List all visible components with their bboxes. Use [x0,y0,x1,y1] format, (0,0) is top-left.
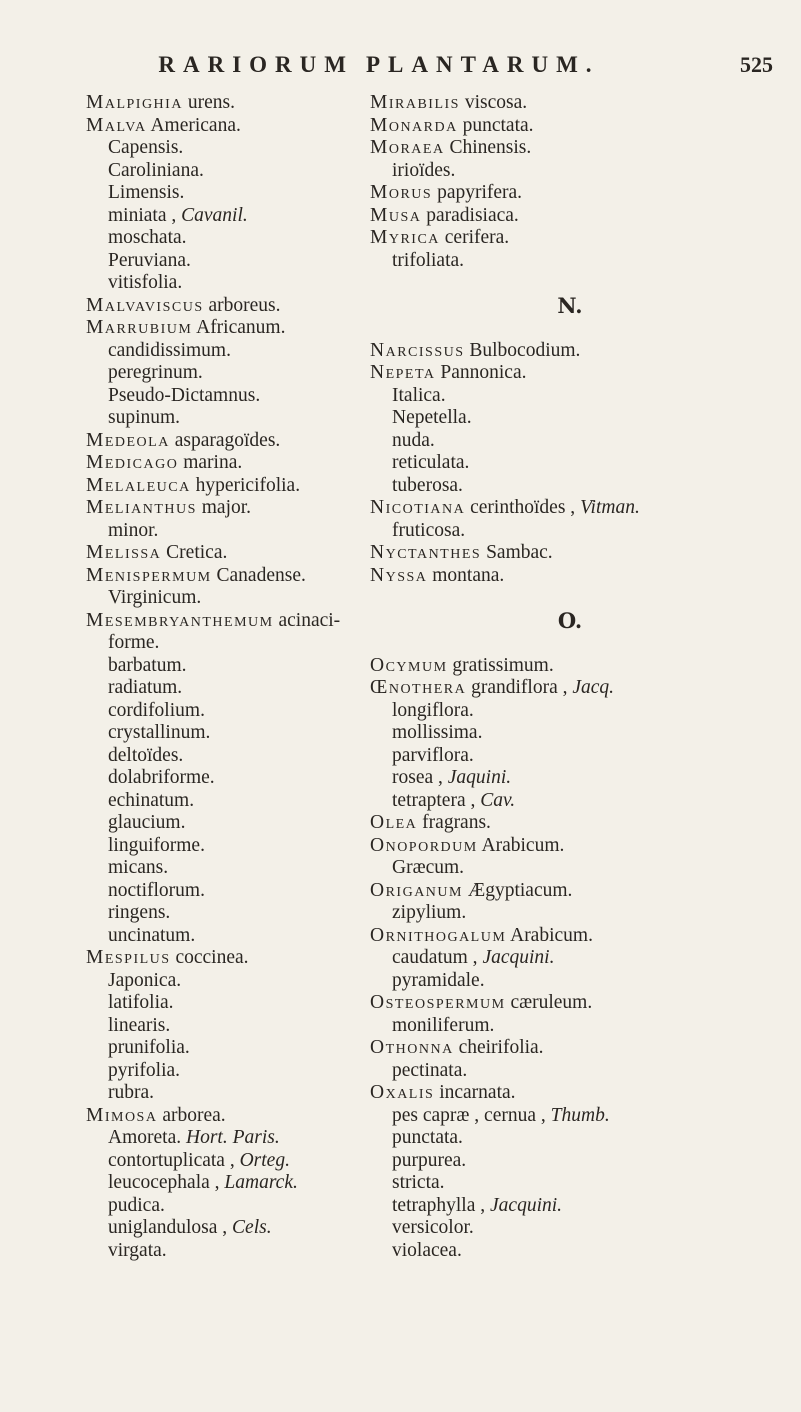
genus-name: Narcissus [370,339,465,361]
species-name: cordifolium. [108,699,205,721]
species-entry [370,1127,770,1150]
genus-entry [370,115,770,138]
author-citation: Orteg. [239,1149,290,1171]
genus-name: Othonna [370,1037,454,1058]
species-name: trifoliata. [392,249,465,271]
species-entry [370,745,770,768]
species-name: hypericifolia. [195,474,301,496]
genus-entry [86,115,376,138]
genus-name: Menispermum [86,564,212,586]
species-entry [370,902,770,925]
author-citation: Jaquini. [447,767,512,788]
species-entry [370,1060,770,1083]
running-head-left: RARIORUM [158,52,354,77]
species-name: Amoreta. [108,1127,182,1148]
species-name: gratissimum. [452,654,554,676]
species-name: punctata. [392,1127,463,1148]
species-name: contortuplicata , [108,1149,235,1171]
species-name: punctata. [462,114,534,136]
species-name: Græcum. [392,857,465,878]
species-name: cheirifolia. [458,1037,544,1058]
author-citation: Cels. [232,1217,272,1238]
species-entry [86,362,376,385]
species-name: urens. [187,92,235,113]
species-name: glaucium. [108,812,186,833]
genus-name: Malvaviscus [86,294,204,316]
genus-name: Morus [370,182,433,203]
genus-entry [370,677,770,700]
species-name: Pseudo-Dictamnus. [108,384,261,406]
species-name: latifolia. [108,992,174,1013]
species-entry [86,745,376,768]
genus-name: Medicago [86,452,179,473]
species-name: uncinatum. [108,924,196,946]
species-name: paradisiaca. [426,204,519,226]
species-entry [86,250,376,273]
species-entry [86,1082,376,1105]
genus-entry [370,137,770,160]
section-letter: N. [557,292,583,318]
species-name: linearis. [108,1014,171,1036]
species-name: pectinata. [392,1059,468,1081]
species-name: forme. [108,632,160,653]
species-entry [370,1150,770,1173]
genus-name: Moraea [370,137,445,158]
genus-entry [86,295,376,318]
species-name: cerifera. [444,227,510,248]
species-entry [86,227,376,250]
species-name: pudica. [108,1194,165,1216]
species-entry [370,407,770,430]
genus-name: Melissa [86,542,162,563]
species-name: pyramidale. [392,969,485,991]
species-name: deltoïdes. [108,744,184,766]
genus-entry [86,1105,376,1128]
species-entry [370,520,770,543]
page-number: 525 [740,52,773,77]
species-entry [370,857,770,880]
species-entry [86,1172,376,1195]
species-entry [86,205,376,228]
genus-name: Œnothera [370,677,467,698]
species-entry [86,812,376,835]
species-entry [86,835,376,858]
species-entry [86,587,376,610]
species-entry [86,1240,376,1263]
species-name: prunifolia. [108,1037,190,1058]
species-entry [86,407,376,430]
species-name: Virginicum. [108,587,202,608]
species-entry [86,767,376,790]
species-entry [86,1195,376,1218]
species-entry [370,475,770,498]
species-name: candidissimum. [108,339,231,361]
species-entry [370,1195,770,1218]
species-name: cerinthoïdes , [470,497,576,518]
species-entry [86,1060,376,1083]
species-name: arborea. [162,1104,226,1126]
author-citation: Cav. [480,789,516,811]
species-name: Limensis. [108,182,185,203]
species-entry [86,857,376,880]
species-name: montana. [432,564,505,586]
genus-entry [86,947,376,970]
species-name: asparagoïdes. [174,429,281,451]
author-citation: Vitman. [580,497,640,518]
species-name: echinatum. [108,789,195,811]
species-entry [86,925,376,948]
species-entry [370,160,770,183]
genus-name: Onopordum [370,834,478,856]
species-entry [370,1105,770,1128]
genus-entry [370,362,770,385]
species-entry [370,970,770,993]
species-name: Americana. [150,114,241,136]
species-entry [370,385,770,408]
genus-name: Musa [370,204,422,226]
genus-entry [370,812,770,835]
genus-name: Mirabilis [370,92,460,113]
species-entry [86,1127,376,1150]
species-name: uniglandulosa , [108,1217,228,1238]
species-entry [86,272,376,295]
species-entry [86,1037,376,1060]
species-entry [86,160,376,183]
species-name: longiflora. [392,699,474,721]
genus-entry [370,565,770,588]
species-name: Caroliniana. [108,159,204,181]
species-entry [86,385,376,408]
genus-name: Mimosa [86,1104,158,1126]
species-entry [86,1015,376,1038]
species-name: major. [201,497,252,518]
genus-entry [86,92,376,115]
genus-name: Nicotiana [370,497,466,518]
species-name: crystallinum. [108,722,211,743]
genus-entry [86,430,376,453]
species-entry [86,902,376,925]
author-citation: Cavanil. [181,204,248,226]
species-name: pes capræ , cernua , [392,1104,546,1126]
species-name: pyrifolia. [108,1059,181,1081]
species-name: Capensis. [108,137,184,158]
species-entry [86,992,376,1015]
species-entry [86,970,376,993]
genus-name: Malva [86,114,147,136]
genus-entry [370,1037,770,1060]
species-name: zipylium. [392,902,467,923]
genus-name: Monarda [370,114,458,136]
author-citation: Jacquini. [490,1194,563,1216]
genus-name: Malpighia [86,92,183,113]
species-name: linguiforme. [108,834,205,856]
species-name: barbatum. [108,654,187,676]
genus-name: Mespilus [86,947,171,968]
genus-entry [370,205,770,228]
species-name: viscosa. [464,92,528,113]
species-name: Pannonica. [440,362,527,383]
genus-name: Osteospermum [370,992,506,1013]
species-entry [370,1172,770,1195]
species-name: moschata. [108,227,187,248]
species-name: vitisfolia. [108,272,183,293]
species-name: leucocephala , [108,1172,220,1193]
species-entry [86,880,376,903]
species-entry [370,430,770,453]
species-entry [86,1217,376,1240]
species-name: violacea. [392,1239,462,1261]
species-name: versicolor. [392,1217,474,1238]
species-entry [86,1150,376,1173]
species-name: virgata. [108,1239,167,1261]
species-name: tetraphylla , [392,1194,486,1216]
species-entry [86,340,376,363]
species-entry [370,1240,770,1263]
species-name: Japonica. [108,969,182,991]
species-name: stricta. [392,1172,445,1193]
species-entry [86,632,376,655]
species-name: fragrans. [422,812,491,833]
author-citation: Jacq. [572,677,615,698]
page-header [0,52,801,88]
species-name: dolabriforme. [108,767,215,788]
species-name: moniliferum. [392,1014,495,1036]
genus-name: Oxalis [370,1082,435,1103]
genus-entry [370,340,770,363]
genus-name: Medeola [86,429,170,451]
species-name: peregrinum. [108,362,203,383]
species-name: minor. [108,519,159,541]
species-name: Arabicum. [510,924,593,946]
species-entry [370,947,770,970]
genus-entry [370,227,770,250]
species-entry [86,722,376,745]
genus-name: Melianthus [86,497,197,518]
species-name: reticulata. [392,452,470,473]
genus-name: Nyctanthes [370,542,482,563]
species-entry [86,700,376,723]
species-name: mollissima. [392,722,483,743]
genus-name: Olea [370,812,418,833]
species-name: tetraptera , [392,789,476,811]
species-name: tuberosa. [392,474,463,496]
species-name: incarnata. [439,1082,516,1103]
genus-name: Marrubium [86,317,193,338]
species-name: irioïdes. [392,159,456,181]
section-letter: O. [557,607,583,633]
genus-entry [86,452,376,475]
genus-entry [370,925,770,948]
genus-entry [86,475,376,498]
species-name: Chinensis. [449,137,532,158]
species-name: caudatum , [392,947,478,968]
author-citation: Hort. Paris. [185,1127,280,1148]
left-column [86,92,376,1262]
running-head-right: PLANTARUM. [366,52,600,77]
species-name: Nepetella. [392,407,472,428]
species-entry [370,452,770,475]
species-name: rosea , [392,767,443,788]
species-name: papyrifera. [437,182,523,203]
genus-entry [370,542,770,565]
genus-entry [86,565,376,588]
genus-entry [86,497,376,520]
genus-entry [86,610,376,633]
genus-entry [370,835,770,858]
species-name: Ægyptiacum. [467,879,573,901]
species-entry [370,790,770,813]
genus-name: Nepeta [370,362,436,383]
species-entry [86,677,376,700]
species-name: Sambac. [486,542,553,563]
species-name: fruticosa. [392,519,466,541]
species-name: coccinea. [175,947,249,968]
species-name: marina. [183,452,243,473]
species-name: cæruleum. [510,992,593,1013]
author-citation: Thumb. [550,1104,610,1126]
genus-name: Myrica [370,227,440,248]
genus-entry [86,317,376,340]
species-name: Bulbocodium. [469,339,581,361]
species-name: acinaci- [278,609,341,631]
species-name: parviflora. [392,744,474,766]
genus-entry [370,497,770,520]
genus-name: Ocymum [370,654,448,676]
species-entry [370,1217,770,1240]
right-column [370,92,770,1262]
species-name: purpurea. [392,1149,467,1171]
genus-name: Melaleuca [86,474,191,496]
author-citation: Lamarck. [224,1172,298,1193]
species-entry [86,790,376,813]
genus-entry [370,1082,770,1105]
species-name: micans. [108,857,169,878]
species-name: rubra. [108,1082,155,1103]
species-name: miniata , [108,204,177,226]
species-name: Italica. [392,384,446,406]
species-name: ringens. [108,902,171,923]
genus-name: Nyssa [370,564,428,586]
species-name: Canadense. [216,564,306,586]
species-name: radiatum. [108,677,183,698]
genus-entry [370,655,770,678]
genus-name: Origanum [370,879,463,901]
species-entry [86,520,376,543]
species-entry [370,767,770,790]
author-citation: Jacquini. [482,947,555,968]
genus-entry [86,542,376,565]
genus-entry [370,182,770,205]
species-name: nuda. [392,429,435,451]
genus-name: Ornithogalum [370,924,507,946]
species-name: supinum. [108,407,181,428]
species-entry [86,655,376,678]
genus-entry [370,992,770,1015]
species-entry [370,722,770,745]
species-name: Cretica. [166,542,228,563]
species-name: Arabicum. [481,834,565,856]
species-name: arboreus. [208,294,281,316]
species-entry [86,182,376,205]
species-entry [370,1015,770,1038]
species-entry [370,700,770,723]
species-name: noctiflorum. [108,879,205,901]
genus-name: Mesembryanthemum [86,609,274,631]
species-name: Africanum. [196,317,286,338]
species-entry [370,250,770,273]
species-name: grandiflora , [471,677,568,698]
species-entry [86,137,376,160]
genus-entry [370,92,770,115]
genus-entry [370,880,770,903]
species-name: Peruviana. [108,249,191,271]
